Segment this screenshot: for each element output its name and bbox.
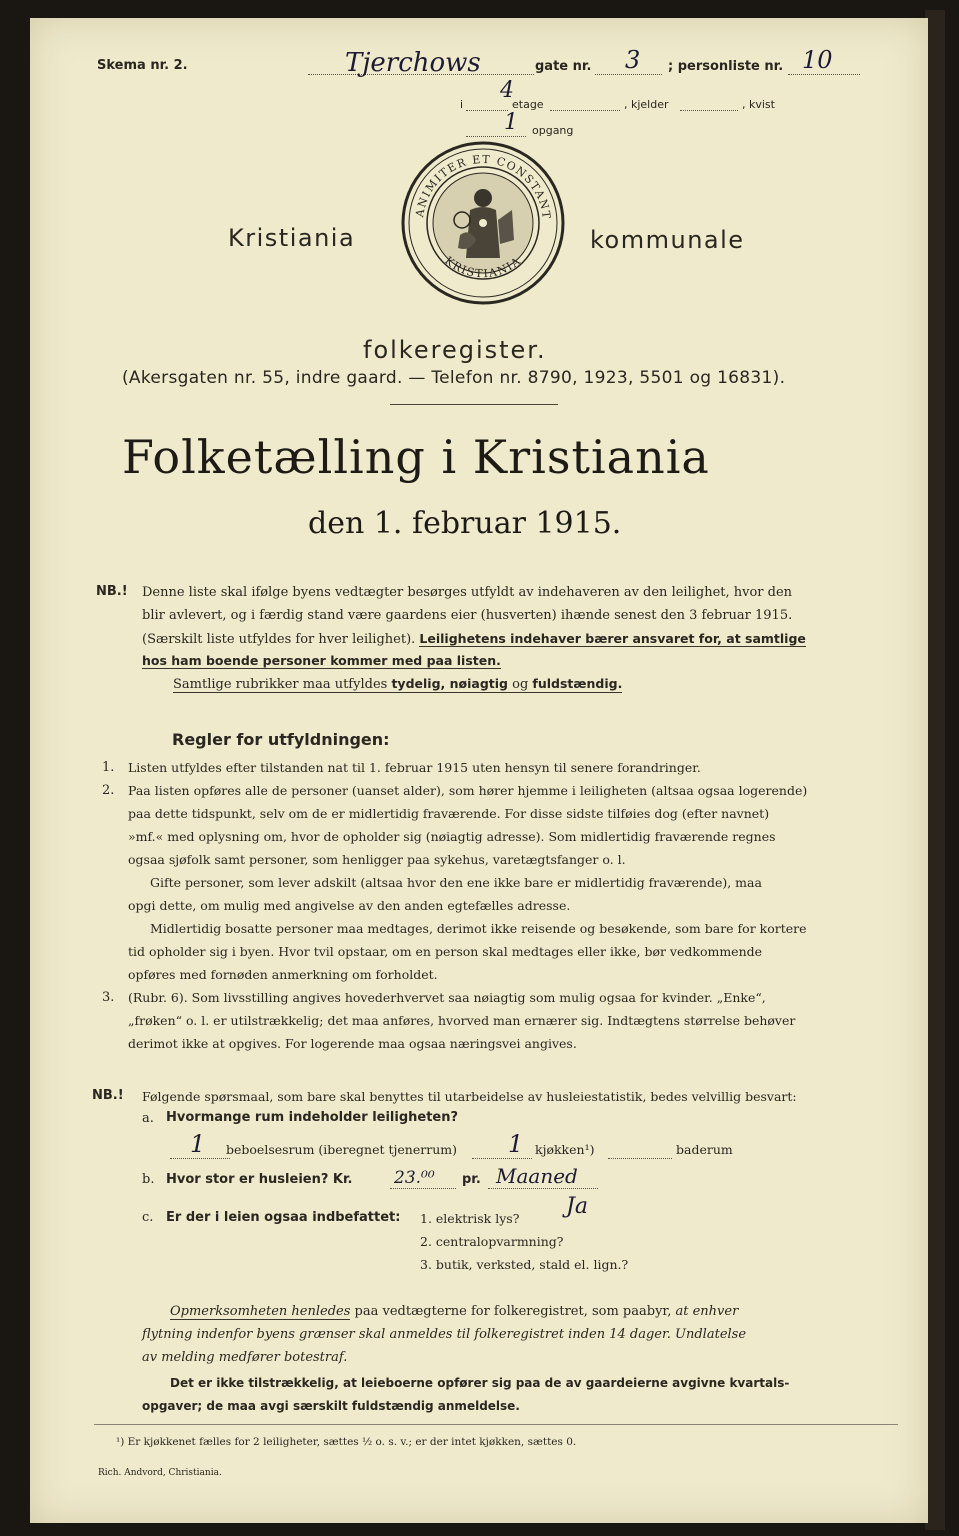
census-form	[30, 18, 928, 1523]
rule-3-line3: derimot ikke at opgives. For logerende maa ogsaa næringsvei angives.	[128, 1036, 577, 1051]
nb1-line3-part-b: Leilighetens indehaver bærer ansvaret for, at samtlige	[419, 631, 806, 646]
kvist-label: , kvist	[742, 98, 775, 111]
rent-value: 23.⁰⁰	[394, 1168, 435, 1188]
nb1-line2: blir avlevert, og i færdig stand være gaardens eier (husverten) ihænde senest den 3 februar 1915.	[142, 608, 793, 623]
org-left: Kristiania	[228, 224, 356, 252]
electric-light-answer: Ja	[566, 1194, 588, 1219]
rule-2-line3: »mf.« med oplysning om, hvor de opholder sig (nøiagtig adresse). Som midlertidig fraværende regnes	[128, 829, 776, 844]
option-electric-light: 1. elektrisk lys?	[420, 1211, 520, 1226]
paper-edge	[925, 10, 945, 1530]
opgang-label: opgang	[532, 124, 574, 137]
notice-line1	[170, 1304, 738, 1319]
footnote-rule	[94, 1424, 898, 1425]
question-b-label: b.	[142, 1172, 155, 1187]
rooms-value: 1	[190, 1130, 206, 1158]
footnote: ¹) Er kjøkkenet fælles for 2 leiligheter, sættes ½ o. s. v.; er der intet kjøkken, sættes 0.	[116, 1436, 577, 1448]
etage-line	[550, 110, 620, 111]
rule-2-line4: ogsaa sjøfolk samt personer, som henligger paa sykehus, varetægtsfanger o. l.	[128, 852, 626, 867]
printer-credit: Rich. Andvord, Christiania.	[98, 1468, 222, 1478]
question-a-label: a.	[142, 1111, 154, 1126]
option-central-heating: 2. centralopvarmning?	[420, 1234, 564, 1249]
question-c-text: Er der i leien ogsaa indbefattet:	[166, 1210, 401, 1225]
personliste-label: ; personliste nr.	[668, 59, 784, 74]
gate-label: gate nr.	[535, 59, 592, 74]
rule-3-number: 3.	[102, 990, 115, 1005]
floor-line	[466, 110, 508, 111]
rule-2-line8: tid opholder sig i byen. Hvor tvil opstaar, om en person skal medtages eller ikke, bør vedkommende	[128, 944, 763, 959]
rule-2-number: 2.	[102, 783, 115, 798]
option-shop-workshop: 3. butik, verksted, stald el. lign.?	[420, 1257, 629, 1272]
seal-ring-text: ANIMITER ET CONSTANT	[413, 152, 554, 221]
kitchen-label: kjøkken¹)	[535, 1142, 595, 1157]
org-address: (Akersgaten nr. 55, indre gaard. — Telefon nr. 8790, 1923, 5501 og 16831).	[122, 368, 786, 388]
main-title: Folketælling i Kristiania	[122, 430, 710, 484]
notice-line2: flytning indenfor byens grænser skal anmeldes til folkeregistret inden 14 dager. Undlatelse	[142, 1327, 747, 1342]
nb1-line5-part-a: Samtlige rubrikker maa utfyldes	[173, 677, 388, 692]
nb1-line3	[142, 631, 806, 647]
gate-number-line	[595, 74, 662, 75]
nb1-line4: hos ham boende personer kommer med paa listen.	[142, 653, 501, 668]
rule-1-text: Listen utfyldes efter tilstanden nat til 1. februar 1915 uten hensyn til senere forandringer.	[128, 760, 701, 775]
personliste-number-line	[788, 74, 860, 75]
nb1-line3-part-a: (Særskilt liste utfyldes for hver leilighet).	[142, 632, 416, 647]
notice-line4: Det er ikke tilstrækkelig, at leieboerne opfører sig paa de av gaardeierne avgivne kvartals-	[170, 1376, 790, 1390]
per-value: Maaned	[496, 1164, 578, 1188]
notice-line1-part-b: paa vedtægterne for folkeregistret, som paabyr,	[354, 1304, 672, 1319]
schema-number: Skema nr. 2.	[97, 58, 188, 73]
floor-i-label: i	[460, 98, 464, 111]
notice-line1-part-c: at enhver	[675, 1304, 739, 1319]
question-a-text: Hvormange rum indeholder leiligheten?	[166, 1110, 459, 1125]
seal-graphic	[400, 140, 566, 306]
nb-label-1: NB.!	[96, 584, 128, 599]
nb1-line5-part-c: og	[512, 677, 529, 692]
seal-bottom-text: KRISTIANIA	[442, 253, 524, 281]
nb2-intro: Følgende spørsmaal, som bare skal benyttes til utarbeidelse av husleiestatistik, bedes velvillig besvart:	[142, 1089, 797, 1104]
personliste-number-value: 10	[802, 46, 833, 74]
kitchen-value: 1	[508, 1130, 524, 1158]
kitchen-line	[472, 1158, 532, 1159]
rule-1-number: 1.	[102, 760, 115, 775]
rule-2-line9: opføres med fornøden anmerkning om forholdet.	[128, 967, 438, 982]
city-seal	[400, 140, 566, 306]
per-line	[488, 1188, 598, 1189]
census-date: den 1. februar 1915.	[308, 506, 622, 541]
floor-value: 4	[500, 78, 514, 103]
notice-line5: opgaver; de maa avgi særskilt fuldstændig anmeldelse.	[142, 1399, 520, 1413]
question-c-label: c.	[142, 1210, 154, 1225]
notice-line3: av melding medfører botestraf.	[142, 1350, 348, 1365]
kjelder-line	[680, 110, 738, 111]
opgang-value: 1	[504, 110, 518, 135]
org-right: kommunale	[590, 226, 745, 254]
street-name-value: Tjerchows	[345, 48, 481, 78]
notice-line1-part-a: Opmerksomheten henledes	[170, 1304, 351, 1319]
per-label: pr.	[462, 1172, 481, 1187]
rooms-label: beboelsesrum (iberegnet tjenerrum)	[226, 1142, 457, 1157]
rule-2-line1: Paa listen opføres alle de personer (uanset alder), som hører hjemme i leiligheten (altsaa ogsaa logerende)	[128, 783, 808, 798]
etage-label: etage	[512, 98, 544, 111]
nb1-line5-part-d: fuldstændig.	[532, 676, 623, 691]
bath-line	[608, 1158, 672, 1159]
rule-2-line5: Gifte personer, som lever adskilt (altsaa hvor den ene ikke bare er midlertidig fraværende), maa	[150, 875, 762, 890]
folkeregister-title: folkeregister.	[363, 336, 547, 364]
rule-2-line7: Midlertidig bosatte personer maa medtages, derimot ikke reisende og besøkende, som bare for kortere	[150, 921, 807, 936]
opgang-line	[466, 136, 526, 137]
divider-rule	[390, 404, 558, 405]
nb-label-2: NB.!	[92, 1088, 124, 1103]
rule-2-line6: opgi dette, om mulig med angivelse av den anden egtefælles adresse.	[128, 898, 571, 913]
rule-2-line2: paa dette tidspunkt, selv om de er midlertidig fraværende. For disse sidste tilføies dog (efter navnet)	[128, 806, 770, 821]
nb1-line5	[173, 676, 622, 693]
rooms-line	[170, 1158, 230, 1159]
nb1-line1: Denne liste skal ifølge byens vedtægter besørges utfyldt av indehaveren av den leilighet, hvor den	[142, 585, 793, 600]
rule-3-line2: „frøken“ o. l. er utilstrækkelig; det maa anføres, hvorved man ernærer sig. Indtægtens størrelse behøver	[128, 1013, 796, 1028]
rule-3-line1: (Rubr. 6). Som livsstilling angives hovederhvervet saa nøiagtig som mulig ogsaa for kvinder. „Enke“,	[128, 990, 766, 1005]
kjelder-label: , kjelder	[624, 98, 669, 111]
bath-label: baderum	[676, 1142, 733, 1157]
question-b-text: Hvor stor er husleien? Kr.	[166, 1172, 353, 1187]
rules-heading: Regler for utfyldningen:	[172, 730, 390, 749]
gate-number-value: 3	[625, 46, 641, 74]
rent-line	[390, 1188, 456, 1189]
nb1-line5-part-b: tydelig, nøiagtig	[391, 676, 508, 691]
